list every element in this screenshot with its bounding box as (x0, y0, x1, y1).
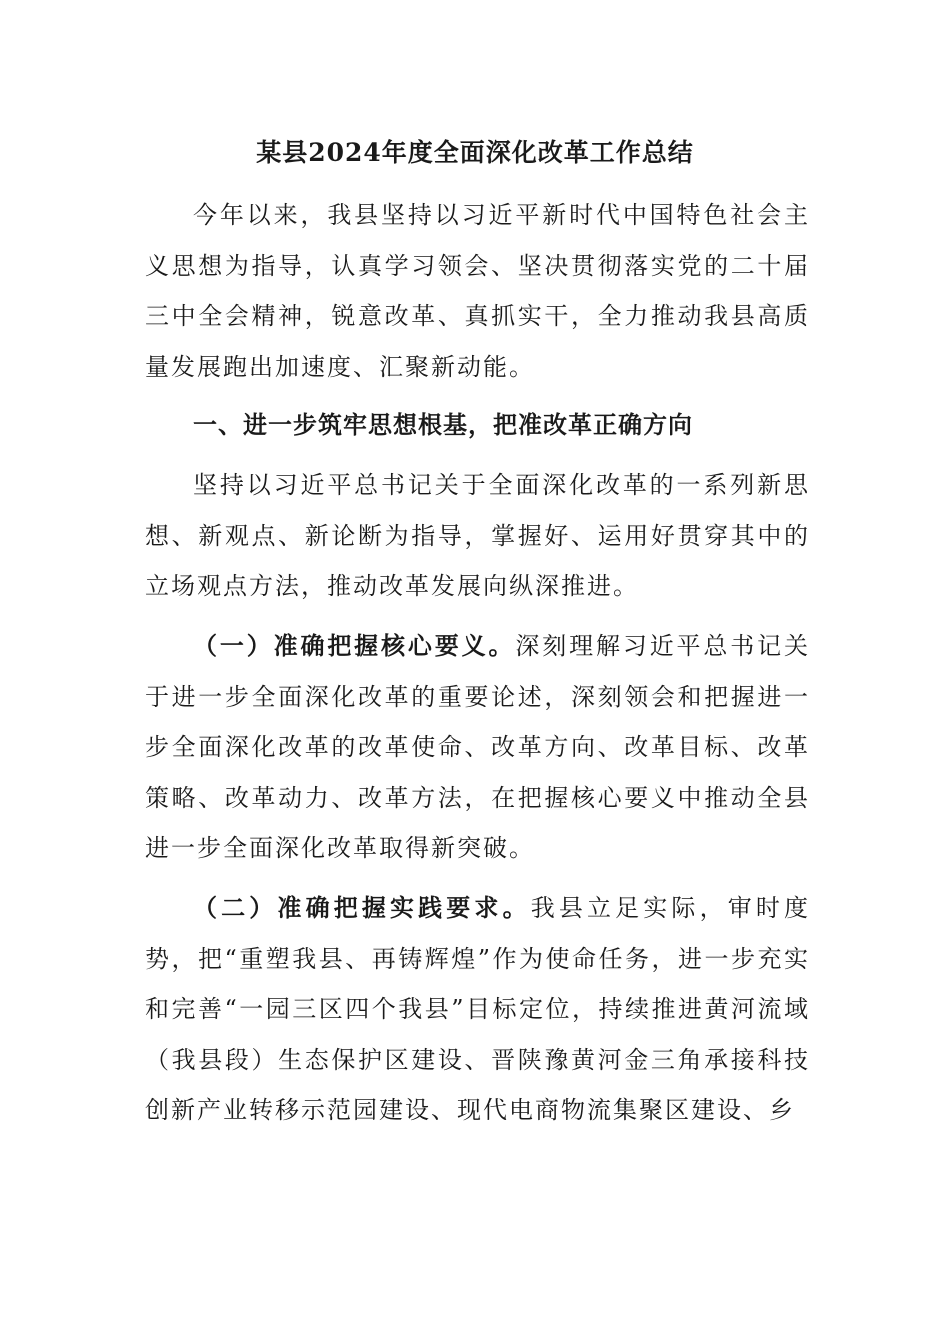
item-text-1: 深刻理解习近平总书记关于进一步全面深化改革的重要论述，深刻领会和把握进一步全面深化改革的改革使命、改革方向、改革目标、改革策略、改革动力、改革方法，在把握核心要义中推动全县进一步全面深化改革取得新突破。 (145, 632, 811, 862)
document-title: 某县2024年度全面深化改革工作总结 (256, 138, 694, 167)
section-paragraph: 坚持以习近平总书记关于全面深化改革的一系列新思想、新观点、新论断为指导，掌握好、运用好贯穿其中的立场观点方法，推动改革发展向纵深推进。 (145, 471, 810, 600)
intro-paragraph: 今年以来，我县坚持以习近平新时代中国特色社会主义思想为指导，认真学习领会、坚决贯彻落实党的二十届三中全会精神，锐意改革、真抓实干，全力推动我县高质量发展跑出加速度、汇聚新动能。 (145, 201, 810, 381)
item-lead-2: （二）准确把握实践要求。 (193, 893, 531, 922)
item-lead-1: （一）准确把握核心要义。 (193, 631, 516, 660)
section-heading: 一、进一步筑牢思想根基，把准改革正确方向 (193, 410, 693, 439)
item-text-2: 我县立足实际，审时度势，把“重塑我县、再铸辉煌”作为使命任务，进一步充实和完善“一园三区四个我县”目标定位，持续推进黄河流域（我县段）生态保护区建设、晋陕豫黄河金三角承接科技创新产业转移示范园建设、现代电商物流集聚区建设、乡 (145, 894, 811, 1124)
item-paragraph-1 (145, 621, 810, 874)
item-paragraph-2 (145, 883, 810, 1136)
